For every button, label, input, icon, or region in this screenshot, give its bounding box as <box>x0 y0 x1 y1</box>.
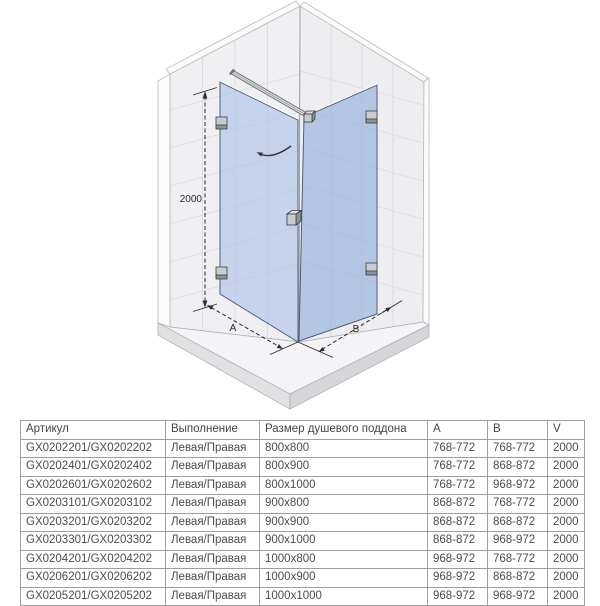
spec-table <box>20 420 585 606</box>
dimension-a-label: A <box>229 323 237 334</box>
table-row: GX0204201/GX0204202 Левая/Правая 1000x800 968-972 768-772 2000 <box>21 550 585 569</box>
dimension-height-label: 2000 <box>179 194 202 205</box>
table-row: GX0202401/GX0202402 Левая/Правая 800x900 768-772 868-872 2000 <box>21 458 585 477</box>
hinge-left-top-icon <box>216 117 227 129</box>
table-row: GX0202201/GX0202202 Левая/Правая 800x800 768-772 768-772 2000 <box>21 439 585 458</box>
hinge-right-top-icon <box>366 111 377 123</box>
table-header-row <box>21 421 585 440</box>
table-row: GX0203201/GX0203202 Левая/Правая 900x900 868-872 868-872 2000 <box>21 513 585 532</box>
col-header-a: A <box>428 421 488 440</box>
dimension-b-label: B <box>352 324 360 335</box>
glass-right-fixed-panel <box>299 84 377 341</box>
hinge-left-bottom-icon <box>216 267 227 279</box>
hinge-right-bottom-icon <box>366 263 377 275</box>
table-row: GX0203101/GX0203102 Левая/Правая 900x800 868-872 768-772 2000 <box>21 495 585 514</box>
table-row: GX0206201/GX0206202 Левая/Правая 1000x900 968-972 868-872 2000 <box>21 569 585 588</box>
col-header-article: Артикул <box>21 421 166 440</box>
door-handle-icon <box>287 211 301 226</box>
table-row: GX0203301/GX0203302 Левая/Правая 900x1000 868-872 968-972 2000 <box>21 532 585 551</box>
bar-corner-connector <box>304 111 315 122</box>
col-header-b: B <box>488 421 548 440</box>
col-header-tray-size: Размер душевого поддона <box>260 421 428 440</box>
table-row: GX0202601/GX0202602 Левая/Правая 800x1000 768-772 968-972 2000 <box>21 476 585 495</box>
col-header-v: V <box>548 421 585 440</box>
col-header-execution: Выполнение <box>166 421 260 440</box>
table-row: GX0205201/GX0205202 Левая/Правая 1000x1000 968-972 968-972 2000 <box>21 587 585 606</box>
